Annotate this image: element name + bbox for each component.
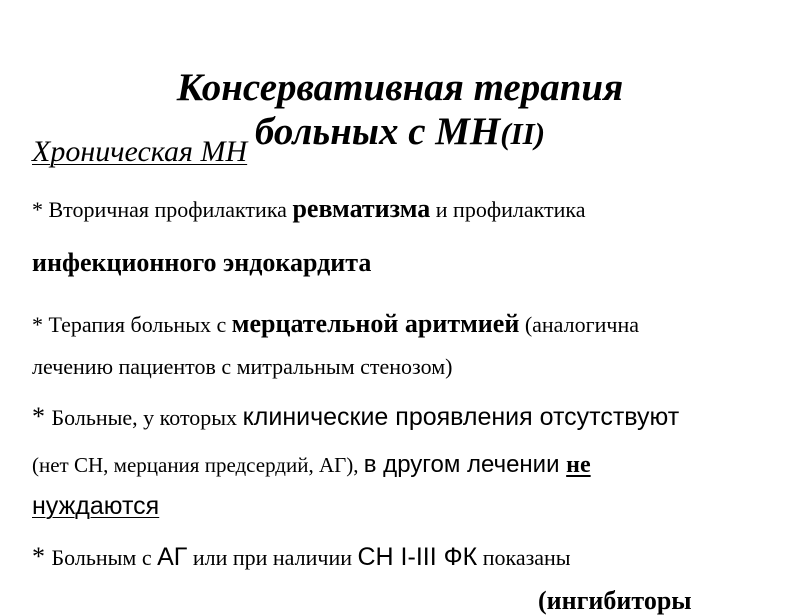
bullet-4-text-e: показаны [477,545,571,570]
bullet-4-text-a: Больным с [51,545,158,570]
bullet-2-text-a: Терапия больных с [48,312,232,337]
bullet-3-text-c: (нет СН, мерцания предсердий, АГ), [32,453,364,477]
bullet-3-text-a: Больные, у которых [51,405,243,430]
bullet-4-line-2: (ингибиторы [538,586,692,615]
bullet-1-line-1 [32,194,586,224]
title-suffix: (II) [500,116,546,151]
bullet-3-line-1 [32,402,679,432]
bullet-3-emph-not: не [566,452,591,478]
bullet-2-marker: * [32,312,49,337]
bullet-1-text-c: и профилактика [430,197,586,222]
bullet-4-emph-ag: АГ [157,543,188,571]
bullet-1-emph-rheumatism: ревматизма [292,194,431,223]
title-line-1: Консервативная терапия [176,66,624,109]
bullet-4-emph-hf: СН I-III ФК [357,543,478,571]
bullet-1-text-a: Вторичная профилактика [48,197,293,222]
bullet-3-marker: * [32,402,52,431]
bullet-2-text-c: (аналогична [519,312,640,337]
bullet-2-line-1 [32,309,639,339]
bullet-3-line-2 [32,451,591,479]
bullet-3-text-d: в другом лечении [363,451,567,478]
bullet-1-marker: * [32,197,49,222]
bullet-1-line-2: инфекционного эндокардита [32,248,372,277]
bullet-4-text-c: или при наличии [187,545,358,570]
bullet-4-line-1 [32,542,571,572]
title-line-2-text: больных с МН [254,110,501,153]
bullet-3-emph-clinical: клинические проявления отсутствуют [242,403,680,431]
bullet-3-line-3: нуждаются [32,492,160,520]
bullet-4-marker: * [32,542,52,571]
section-subtitle: Хроническая МН [32,135,248,168]
bullet-2-emph-afib: мерцательной аритмией [231,309,520,338]
bullet-2-line-2: лечению пациентов с митральным стенозом) [32,354,453,379]
